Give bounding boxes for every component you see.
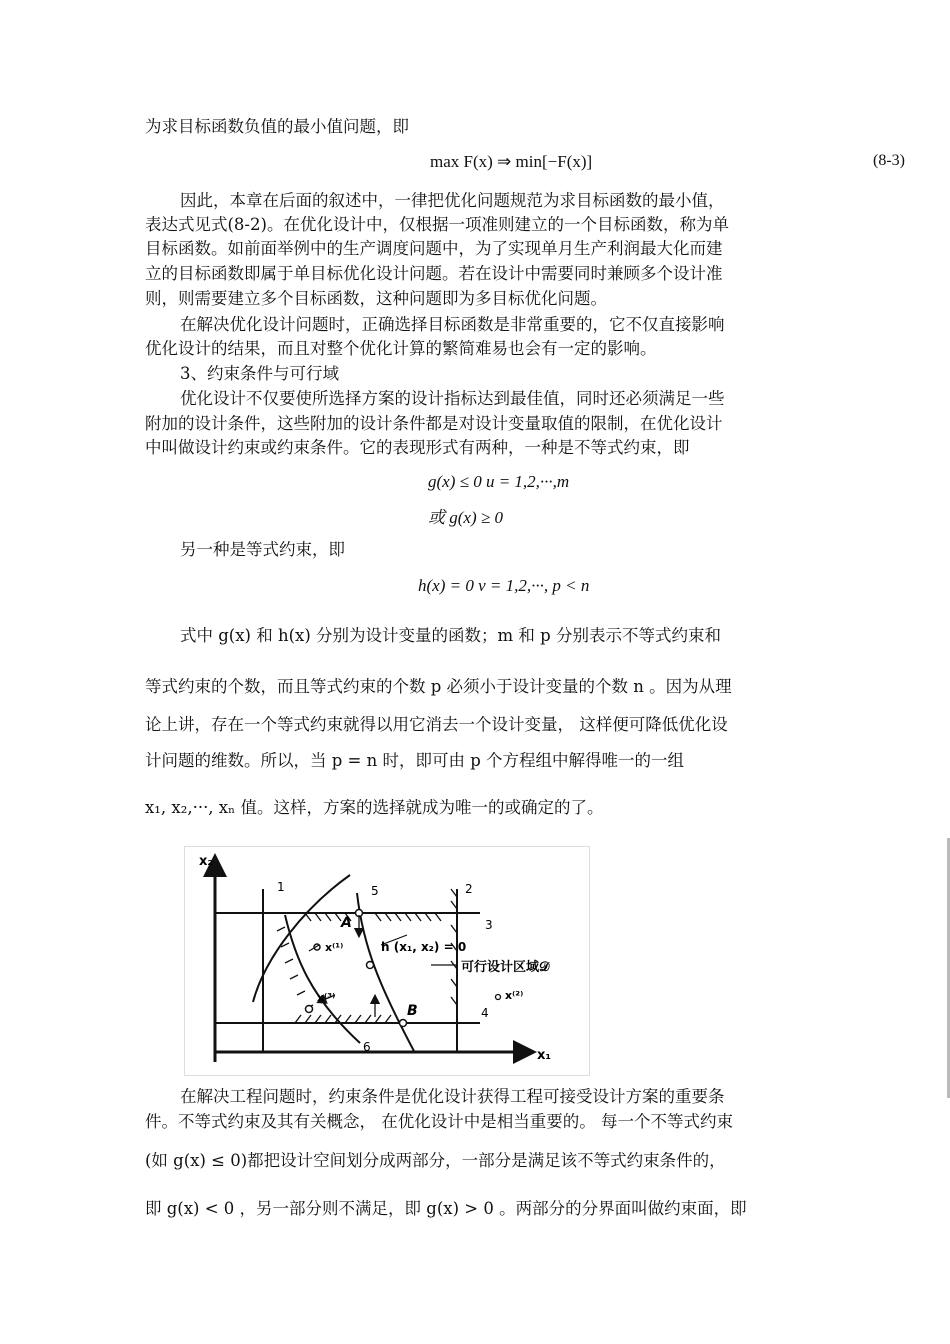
label-6: 6: [363, 1040, 371, 1054]
inequality-constraint: g(x) ≤ 0 u = 1,2,···,m: [428, 472, 570, 491]
point-x3: [306, 1006, 313, 1013]
label-feasible-region: 可行设计区域𝒟: [461, 960, 550, 975]
text-line: 在解决优化设计问题时，正确选择目标函数是非常重要的，它不仅直接影响: [180, 315, 725, 334]
curve-hatching: [277, 927, 313, 1009]
x-axis-label: x₁: [537, 1048, 552, 1063]
label-2: 2: [465, 882, 473, 896]
equation-8-3: max F(x) ⇒ min[−F(x)]: [430, 152, 593, 171]
section-heading: 3、约束条件与可行域: [180, 364, 339, 383]
label-3: 3: [485, 918, 493, 932]
label-x1: x⁽¹⁾: [325, 941, 344, 954]
text-line: 论上讲，存在一个等式约束就得以用它消去一个设计变量， 这样便可降低优化设: [145, 715, 728, 734]
label-1: 1: [277, 880, 285, 894]
equality-constraint: h(x) = 0 v = 1,2,···, p < n: [418, 576, 590, 595]
point-h: [367, 962, 374, 969]
text-line: x₁, x₂,···, xₙ 值。这样，方案的选择就成为唯一的或确定的了。: [145, 798, 604, 817]
label-x3: x⁽³⁾: [317, 991, 336, 1004]
label-x2: x⁽²⁾: [505, 989, 524, 1002]
text-line: 则，则需要建立多个目标函数，这种问题即为多目标优化问题。: [145, 289, 607, 308]
label-h: h (x₁, x₂) = 0: [381, 940, 467, 954]
label-A: A: [341, 915, 352, 931]
feasible-region-figure: [184, 846, 590, 1076]
text-line: 表达式见式(8-2)。在优化设计中，仅根据一项准则建立的一个目标函数，称为单: [145, 215, 729, 234]
inequality-constraint-alt: 或 g(x) ≥ 0: [428, 508, 503, 527]
text-line: (如 g(x) ≤ 0)都把设计空间划分成两部分，一部分是满足该不等式约束条件的，: [145, 1151, 726, 1170]
equality-curve-h: [357, 893, 415, 1053]
point-x2: [496, 995, 501, 1000]
text-line: 优化设计不仅要使所选择方案的设计指标达到最佳值，同时还必须满足一些: [180, 389, 725, 408]
text-line: 目标函数。如前面举例中的生产调度问题中，为了实现单月生产利润最大化而建: [145, 239, 723, 258]
text-line: 另一种是等式约束，即: [180, 540, 345, 559]
label-5: 5: [371, 884, 379, 898]
point-B: [400, 1020, 407, 1027]
text-line: 件。不等式约束及其有关概念， 在优化设计中是相当重要的。 每一个不等式约束: [145, 1112, 733, 1131]
text-line: 在解决工程问题时，约束条件是优化设计获得工程可接受设计方案的重要条: [180, 1087, 725, 1106]
text-line: 因此，本章在后面的叙述中，一律把优化问题规范为求目标函数的最小值，: [180, 191, 725, 210]
text-line: 优化设计的结果，而且对整个优化计算的繁简难易也会有一定的影响。: [145, 339, 657, 358]
equation-number: (8-3): [873, 152, 905, 169]
y-axis-label: x₂: [199, 854, 214, 869]
text-line: 附加的设计条件，这些附加的设计条件都是对设计变量取值的限制，在优化设计: [145, 414, 723, 433]
text-line: 等式约束的个数，而且等式约束的个数 p 必须小于设计变量的个数 n 。因为从理: [145, 677, 732, 696]
text-line: 为求目标函数负值的最小值问题，即: [145, 117, 409, 136]
feasible-region-diagram: [185, 847, 589, 1075]
constraint-curve-5: [253, 875, 350, 1002]
text-line: 计问题的维数。所以，当 p = n 时，即可由 p 个方程组中解得唯一的一组: [145, 751, 685, 770]
text-line: 立的目标函数即属于单目标优化设计问题。若在设计中需要同时兼顾多个设计准: [145, 264, 723, 283]
label-4: 4: [481, 1006, 489, 1020]
text-line: 即 g(x) < 0 ，另一部分则不满足，即 g(x) > 0 。两部分的分界面叫做约束面，即: [145, 1199, 747, 1218]
text-line: 中叫做设计约束或约束条件。它的表现形式有两种，一种是不等式约束，即: [145, 438, 690, 457]
text-line: 式中 g(x) 和 h(x) 分别为设计变量的函数；m 和 p 分别表示不等式约束和: [180, 626, 721, 645]
label-B: B: [407, 1003, 418, 1019]
